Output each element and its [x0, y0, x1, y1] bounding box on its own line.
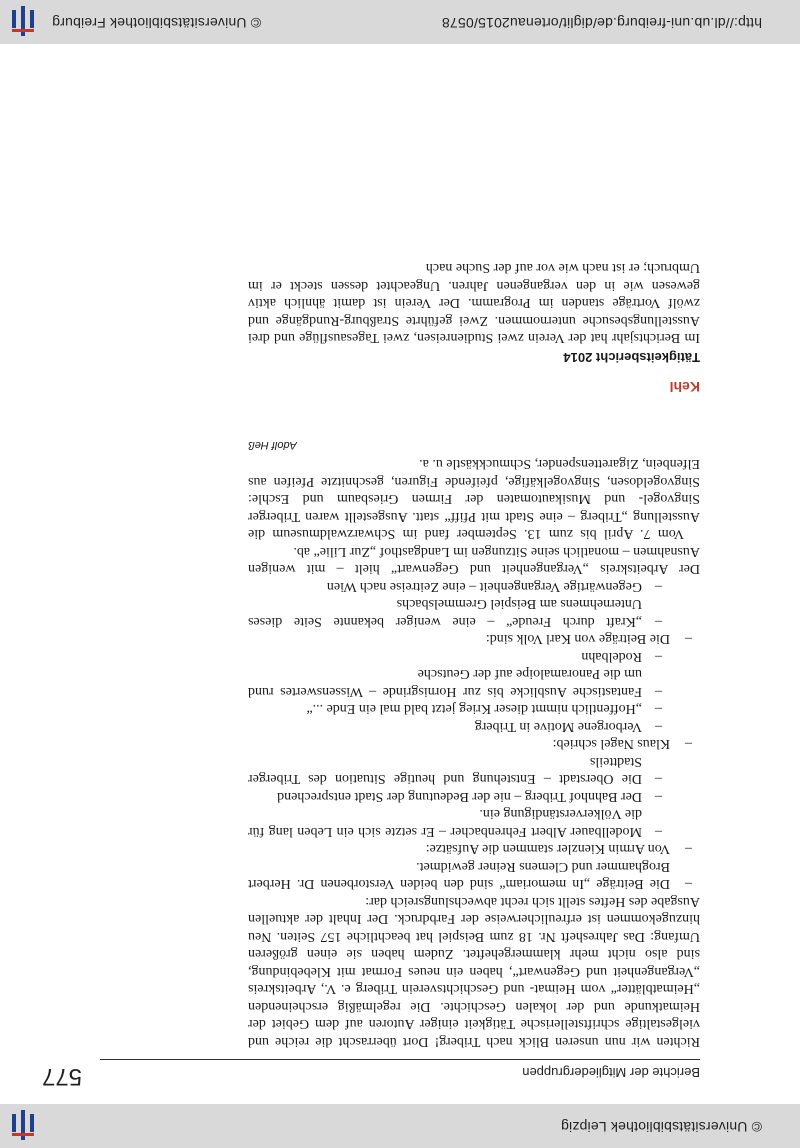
- list-volk: [248, 578, 670, 631]
- paragraph-exhibition: Vom 7. April bis zum 13. September fand im Schwarzwaldmuseum die Ausstellung „Triberg – eine Stadt mit Pfiff“ statt. Ausgestellt waren Triberger Singvogel- und Musikautomaten der Firmen Griesbaum und Eschle: Singvogeldosen, Singvogelkäfige, pfeifende Figuren, geschnitzte Pfeifen aus Elfenbein, Zigarettenspender, Schmuckkästle u. a.: [248, 456, 700, 542]
- paragraph-intro: Richten wir nun unseren Blick nach Triberg! Dort überrascht die reiche und vielgestaltige schriftstellerische Tätigkeit einiger Autoren auf dem Gebiet der Heimatkunde und der lokalen Geschichte. Die regelmäßig erscheinenden „Heimatblätter“ vom Heimat- und Geschichtsverein Triberg e. V., Arbeitskreis „Vergangenheit und Gegenwart“, haben ein neues Format mit Klebebindung, sind also nicht mehr klammergeheftet. Zudem haben sie einen größeren Umfang: Das Jahresheft Nr. 18 zum Beispiel hat beachtliche 157 Seiten. Neu hinzugekommen ist erfreulicherweise der Farbdruck. Der Inhalt der aktuellen Ausgabe des Heftes stellt sich recht abwechslungsreich dar:: [248, 894, 700, 1049]
- list-item: – Klaus Nagel schrieb:: [248, 735, 700, 753]
- article-body: [248, 259, 700, 1050]
- list-item: – Modellbauer Albert Fehrenbacher – Er setzte sich ein Leben lang für die Völkerverständigung ein.: [248, 805, 670, 840]
- list-item: – Die Beiträge von Karl Volk sind:: [248, 630, 700, 648]
- list-item: – Fantastische Ausblicke bis zur Hornisgrinde – Wissenswertes rund um die Panoramaloipe auf der Geutsche: [248, 665, 670, 700]
- footer-bar: [0, 0, 800, 44]
- list-item: – Der Bahnhof Triberg – nie der Bedeutung der Stadt entsprechend: [248, 788, 670, 806]
- running-head-title: Berichte der Mitgliedergruppen: [522, 1065, 700, 1080]
- list-contents: [248, 840, 700, 893]
- signature: Adolf Heß: [248, 439, 297, 451]
- paragraph-arbeitskreis: Der Arbeitskreis „Vergangenheit und Gegenwart“ hielt – mit wenigen Ausnahmen – monatlich seine Sitzungen im Landgasthof „Zur Lilie“ ab.: [248, 544, 700, 577]
- source-url: http://dl.ub.uni-freiburg.de/diglit/ortenau2015/0578: [441, 15, 762, 31]
- page-number: 577: [42, 1063, 83, 1090]
- list-item: – Von Armin Kienzler stammen die Aufsätze:: [248, 840, 700, 858]
- list-nagel-heading: [248, 735, 700, 753]
- subheading: Tätigkeitsbericht 2014: [563, 350, 700, 365]
- running-head: [42, 1059, 700, 1090]
- list-item: – „Hoffentlich nimmt dieser Krieg jetzt bald mal ein Ende ...“: [248, 700, 670, 718]
- list-item: – Gegenwärtige Vergangenheit – eine Zeitreise nach Wien: [248, 578, 670, 596]
- header-bar: [0, 1104, 800, 1148]
- list-nagel: [248, 648, 670, 736]
- list-item: – Verborgene Motive in Triberg: [248, 718, 670, 736]
- library-logo-icon: [6, 4, 40, 38]
- list-item: – Die Beiträge „In memoriam“ sind den beiden Verstorbenen Dr. Herbert Broghammer und Clemens Reiner gewidmet.: [248, 858, 700, 893]
- paragraph-kehl: Im Berichtsjahr hat der Verein zwei Studienreisen, zwei Tagesausflüge und drei Ausstellungsbesuche unternommen. Zwei geführte Straßburg-Rundgänge und zwölf Vorträge standen im Programm. Der Verein ist damit ähnlich aktiv gewesen wie in den vergangenen Jahren. Ungeachtet dessen steckt er im Umbruch; er ist nach wie vor auf der Suche nach: [248, 260, 700, 346]
- list-item: – Rodelbahn: [248, 648, 670, 666]
- copyright-leipzig: © Universitätsbibliothek Leipzig: [560, 1119, 762, 1135]
- section-title: Kehl: [669, 379, 700, 396]
- list-volk-heading: [248, 630, 700, 648]
- list-item: – „Kraft durch Freude“ – eine weniger bekannte Seite dieses Unternehmens am Beispiel Gremmelsbachs: [248, 595, 670, 630]
- copyright-freiburg: © Universitätsbibliothek Freiburg: [52, 15, 262, 31]
- library-logo-icon: [6, 1108, 40, 1142]
- list-item: – Die Oberstadt – Entstehung und heutige Situation des Triberger Stadtteils: [248, 753, 670, 788]
- list-kienzler: [248, 753, 670, 841]
